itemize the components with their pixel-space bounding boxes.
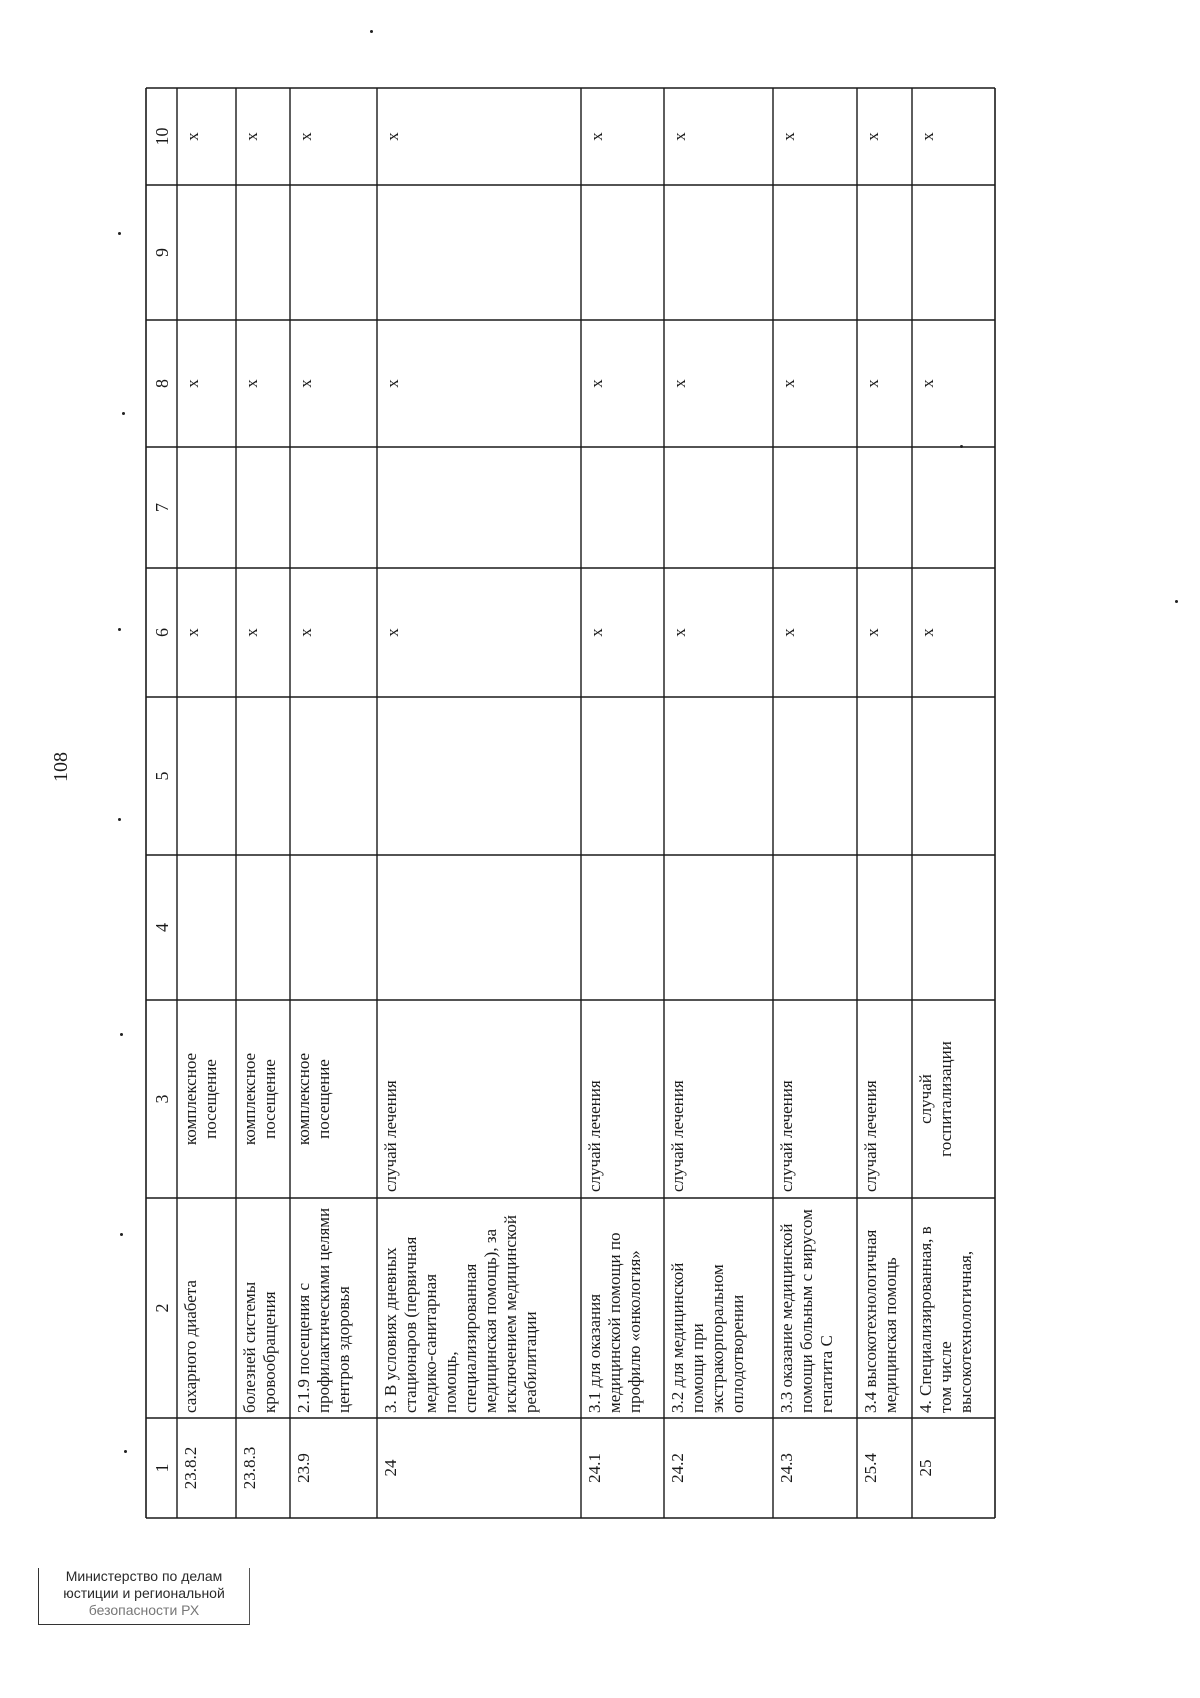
description-line: исключением медицинской	[501, 1215, 520, 1413]
scan-speck	[120, 1233, 123, 1236]
ministry-stamp	[38, 1568, 250, 1625]
scan-speck	[118, 818, 121, 821]
x-mark-col-10: х	[296, 132, 315, 141]
unit-line: случай лечения	[585, 1080, 604, 1192]
row-unit	[861, 1080, 881, 1192]
row-code: 23.8.2	[181, 1446, 200, 1490]
description-line: 3.4 высокотехнологичная	[861, 1229, 880, 1413]
x-mark-col-10: х	[383, 132, 402, 141]
x-mark-col-6: х	[587, 628, 606, 637]
unit-line: случай лечения	[381, 1080, 400, 1192]
description-line: специализированная	[461, 1263, 480, 1413]
column-header-6: 6	[152, 628, 172, 637]
row-description	[585, 1233, 645, 1413]
description-line: реабилитации	[521, 1311, 540, 1413]
description-line: медицинская помощь	[881, 1257, 900, 1413]
x-mark-col-6: х	[918, 628, 937, 637]
row-code: 24.1	[585, 1453, 604, 1483]
description-line: 2.1.9 посещения с	[294, 1282, 313, 1413]
row-code: 23.9	[294, 1453, 313, 1483]
description-line: помощь,	[441, 1351, 460, 1413]
description-line: 3.2 для медицинской	[668, 1262, 687, 1413]
row-unit	[181, 1006, 221, 1192]
unit-line: случай лечения	[668, 1080, 687, 1192]
x-mark-col-6: х	[779, 628, 798, 637]
description-line: высокотехнологичная,	[956, 1250, 975, 1413]
page-number: 108	[50, 752, 72, 782]
x-mark-col-8: х	[587, 379, 606, 388]
x-mark-col-10: х	[863, 132, 882, 141]
description-line: болезней системы	[240, 1281, 259, 1413]
x-mark-col-8: х	[918, 379, 937, 388]
scan-speck	[120, 1033, 123, 1036]
description-line: оплодотворении	[728, 1294, 747, 1413]
row-description	[861, 1230, 901, 1413]
description-line: медицинская помощь), за	[481, 1228, 500, 1413]
scan-speck	[122, 412, 125, 415]
row-code: 25.4	[861, 1453, 880, 1483]
x-mark-col-6: х	[383, 628, 402, 637]
unit-line: комплексное	[294, 1052, 313, 1146]
description-line: 3.3 оказание медицинской	[777, 1223, 796, 1413]
unit-line: посещение	[201, 1059, 220, 1139]
description-line: помощи при	[688, 1323, 707, 1413]
stamp-line-1: Министерство по делам	[65, 1568, 223, 1584]
column-header-5: 5	[152, 771, 172, 781]
row-description	[181, 1280, 201, 1413]
unit-line: случай	[916, 1074, 935, 1124]
unit-line: посещение	[260, 1059, 279, 1139]
column-header-4: 4	[152, 923, 172, 932]
column-header-8: 8	[152, 379, 172, 388]
column-header-1: 1	[152, 1463, 172, 1473]
description-line: 3.1 для оказания	[585, 1293, 604, 1413]
scan-speck	[370, 30, 373, 33]
description-line: медицинской помощи по	[605, 1232, 624, 1413]
row-unit	[381, 1080, 401, 1192]
description-line: 4. Специализированная, в	[916, 1226, 935, 1413]
description-line: профилю «онкология»	[625, 1250, 644, 1413]
row-description	[240, 1282, 280, 1413]
column-header-3: 3	[152, 1094, 172, 1104]
scan-speck	[960, 445, 963, 448]
row-code: 25	[916, 1459, 935, 1477]
row-unit	[240, 1006, 280, 1192]
column-header-10: 10	[152, 127, 172, 146]
x-mark-col-8: х	[779, 379, 798, 388]
column-header-2: 2	[152, 1303, 172, 1313]
description-line: гепатита С	[817, 1335, 836, 1413]
scan-speck	[124, 1450, 127, 1453]
row-code: 24.3	[777, 1453, 796, 1483]
scan-speck	[118, 628, 121, 631]
stamp-line-3: безопасности РХ	[88, 1602, 200, 1618]
description-line: центров здоровья	[334, 1286, 353, 1413]
x-mark-col-8: х	[670, 379, 689, 388]
description-line: экстракорпоральном	[708, 1264, 727, 1413]
description-line: медико-санитарная	[421, 1273, 440, 1413]
x-mark-col-10: х	[183, 132, 202, 141]
row-code: 24	[381, 1459, 400, 1477]
unit-line: комплексное	[181, 1052, 200, 1146]
x-mark-col-10: х	[670, 132, 689, 141]
unit-line: случай лечения	[861, 1080, 880, 1192]
x-mark-col-8: х	[863, 379, 882, 388]
x-mark-col-10: х	[242, 132, 261, 141]
row-unit	[916, 1006, 956, 1192]
unit-line: госпитализации	[936, 1041, 955, 1157]
row-unit	[668, 1080, 688, 1192]
description-line: помощи больным с вирусом	[797, 1209, 816, 1413]
row-code: 23.8.3	[240, 1446, 259, 1490]
scan-speck	[1175, 600, 1178, 603]
description-line: кровообращения	[260, 1291, 279, 1413]
x-mark-col-10: х	[918, 132, 937, 141]
x-mark-col-10: х	[587, 132, 606, 141]
stamp-line-2: юстиции и региональной	[63, 1585, 225, 1601]
x-mark-col-8: х	[183, 379, 202, 388]
x-mark-col-10: х	[779, 132, 798, 141]
description-line: том числе	[936, 1341, 955, 1413]
row-description	[777, 1209, 837, 1413]
x-mark-col-8: х	[296, 379, 315, 388]
description-line: 3. В условиях дневных	[381, 1247, 400, 1413]
description-line: сахарного диабета	[181, 1280, 200, 1413]
unit-line: посещение	[314, 1059, 333, 1139]
x-mark-col-6: х	[670, 628, 689, 637]
column-header-7: 7	[152, 503, 172, 512]
row-unit	[585, 1080, 605, 1192]
description-line: стационаров (первичная	[401, 1236, 420, 1413]
row-unit	[777, 1080, 797, 1192]
unit-line: комплексное	[240, 1052, 259, 1146]
x-mark-col-6: х	[863, 628, 882, 637]
row-code: 24.2	[668, 1453, 687, 1483]
x-mark-col-6: х	[242, 628, 261, 637]
x-mark-col-8: х	[242, 379, 261, 388]
description-line: профилактическими целями	[314, 1207, 333, 1413]
x-mark-col-8: х	[383, 379, 402, 388]
row-description	[294, 1208, 354, 1413]
row-unit	[294, 1006, 334, 1192]
row-description	[381, 1215, 541, 1413]
x-mark-col-6: х	[183, 628, 202, 637]
column-header-9: 9	[152, 248, 172, 257]
scan-speck	[118, 232, 121, 235]
row-description	[668, 1263, 748, 1413]
x-mark-col-6: х	[296, 628, 315, 637]
unit-line: случай лечения	[777, 1080, 796, 1192]
row-description	[916, 1226, 976, 1413]
